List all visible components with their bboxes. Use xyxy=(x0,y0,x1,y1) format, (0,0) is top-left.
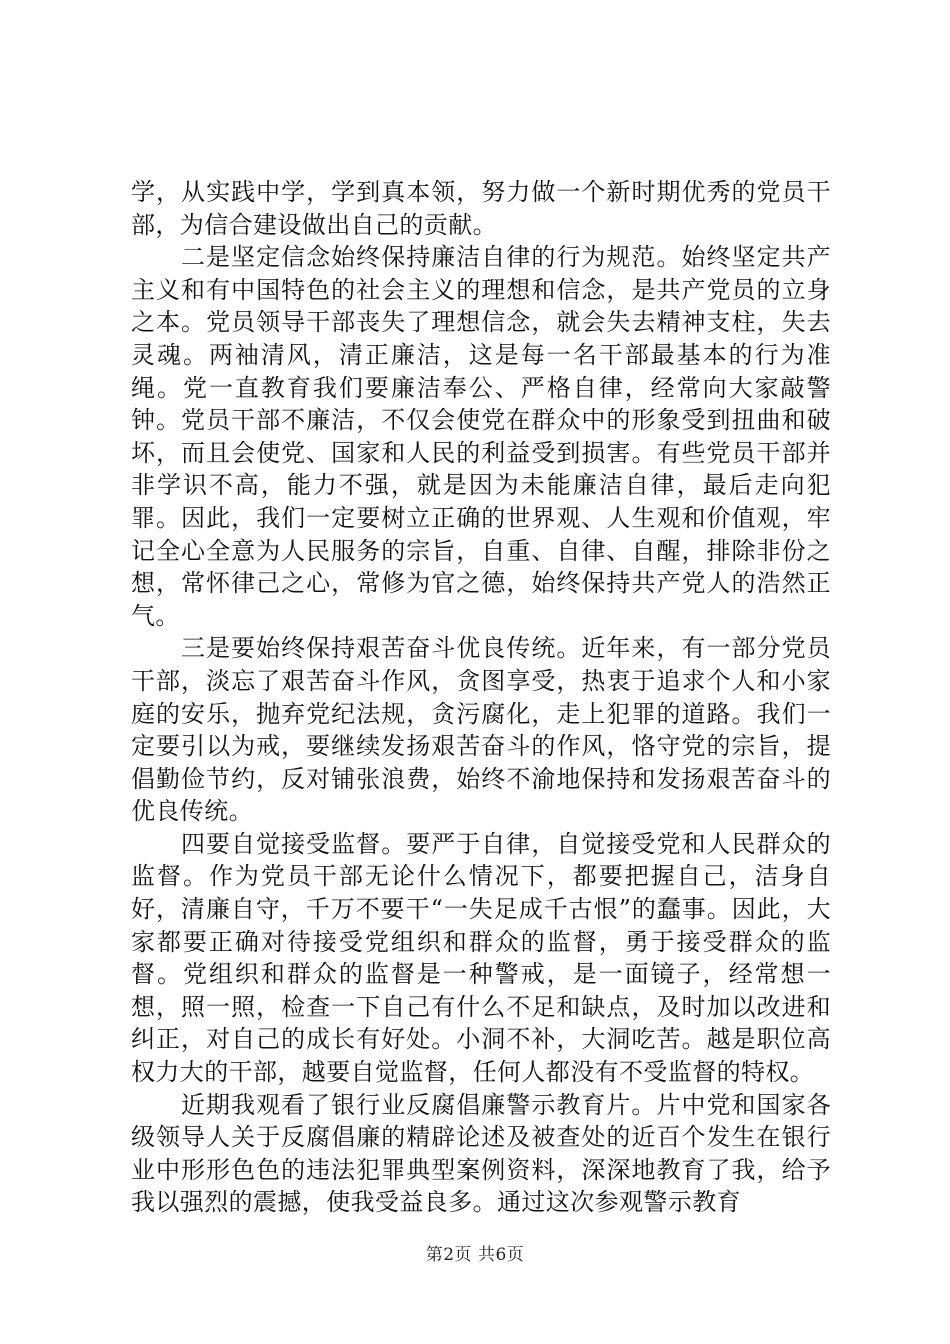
paragraph-hard-work: 三是要始终保持艰苦奋斗优良传统。近年来，有一部分党员干部，淡忘了艰苦奋斗作风，贪图享受，热衷于追求个人和小家庭的安乐，抛弃党纪法规，贪污腐化，走上犯罪的道路。我们一定要引以为戒，要继续发扬艰苦奋斗的作风，恪守党的宗旨，提倡勤俭节约，反对铺张浪费，始终不渝地保持和发扬艰苦奋斗的优良传统。 xyxy=(131,634,831,826)
paragraph-integrity: 二是坚定信念始终保持廉洁自律的行为规范。始终坚定共产主义和有中国特色的社会主义的理想和信念，是共产党员的立身之本。党员领导干部丧失了理想信念，就会失去精神支柱，失去灵魂。两袖清风，清正廉洁，这是每一名干部最基本的行为准绳。党一直教育我们要廉洁奉公、严格自律，经常向大家敲警钟。党员干部不廉洁，不仅会使党在群众中的形象受到扭曲和破坏，而且会使党、国家和人民的利益受到损害。有些党员干部并非学识不高，能力不强，就是因为未能廉洁自律，最后走向犯罪。因此，我们一定要树立正确的世界观、人生观和价值观，牢记全心全意为人民服务的宗旨，自重、自律、自醒，排除非份之想，常怀律己之心，常修为官之德，始终保持共产党人的浩然正气。 xyxy=(131,243,831,630)
paragraph-continuation: 学，从实践中学，学到真本领，努力做一个新时期优秀的党员干部，为信合建设做出自己的贡献。 xyxy=(131,178,831,239)
page-number-footer: 第2页 共6页 xyxy=(425,1245,525,1265)
paragraph-warning-film: 近期我观看了银行业反腐倡廉警示教育片。片中党和国家各级领导人关于反腐倡廉的精辟论述及被查处的近百个发生在银行业中形形色色的违法犯罪典型案例资料，深深地教育了我，给予我以强烈的震撼，使我受益良多。通过这次参观警示教育 xyxy=(131,1090,831,1217)
paragraph-supervision: 四要自觉接受监督。要严于自律，自觉接受党和人民群众的监督。作为党员干部无论什么情况下，都要把握自己，洁身自好，清廉自守，千万不要干“一失足成千古恨”的蠢事。因此，大家都要正确对待接受党组织和群众的监督，勇于接受群众的监督。党组织和群众的监督是一种警戒，是一面镜子，经常想一想，照一照，检查一下自己有什么不足和缺点，及时加以改进和纠正，对自己的成长有好处。小洞不补，大洞吃苦。越是职位高权力大的干部，越要自觉监督，任何人都没有不受监督的特权。 xyxy=(131,829,831,1087)
document-body xyxy=(131,176,831,1219)
